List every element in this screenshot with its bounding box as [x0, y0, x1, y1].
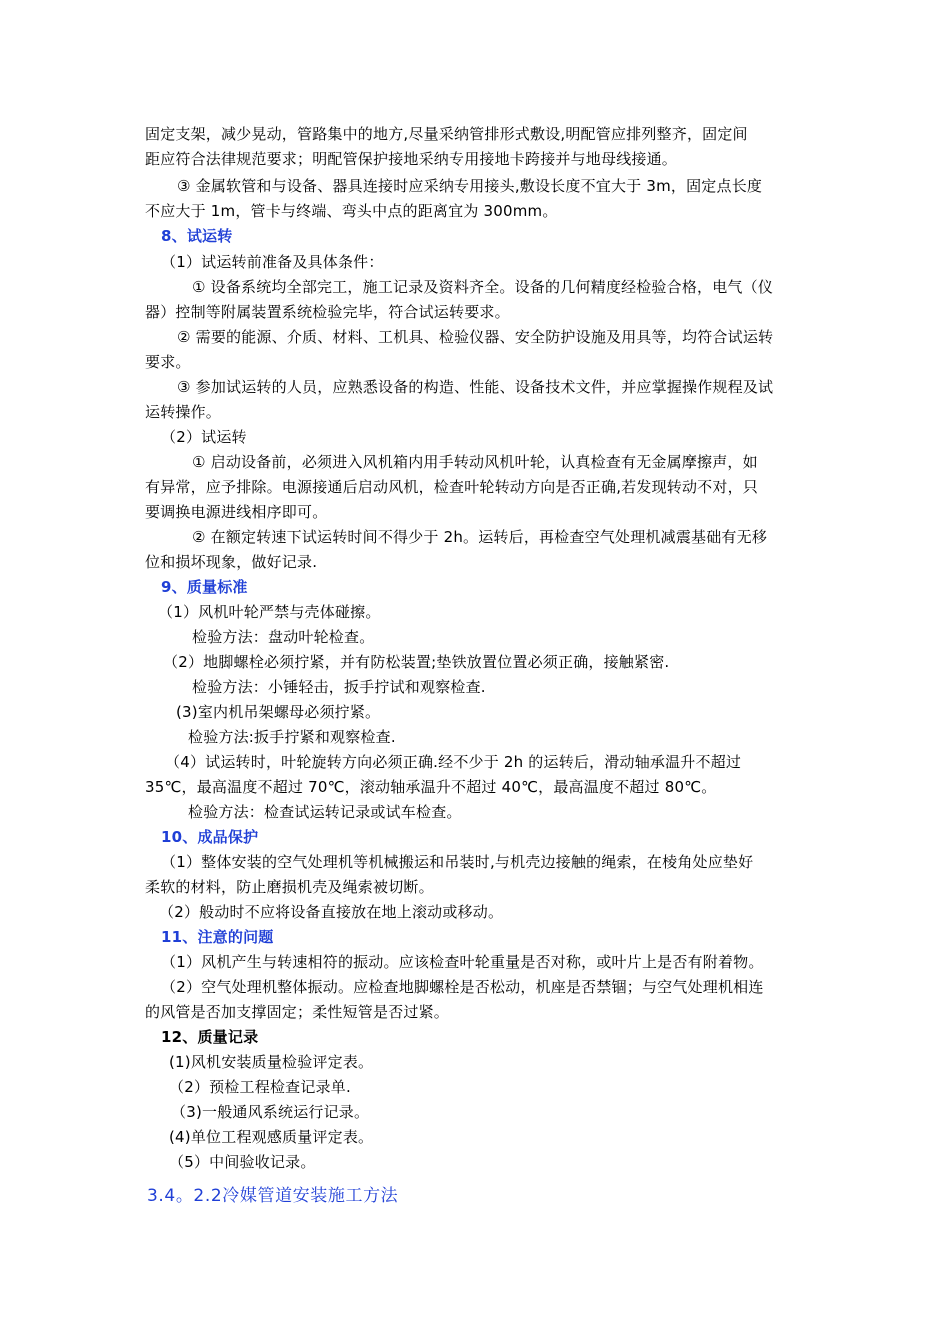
section-heading-product-protection: 10、成品保护 — [161, 828, 259, 846]
section-heading-quality-standard: 9、质量标准 — [161, 578, 248, 596]
list-item-line: （5）中间验收记录。 — [169, 1153, 316, 1171]
list-item-line: （4）试运转时，叶轮旋转方向必须正确.经不少于 2h 的运转后，滑动轴承温升不超过 — [165, 753, 742, 771]
list-item-line: ① 设备系统均全部完工，施工记录及资料齐全。设备的几何精度经检验合格，电气（仪 — [192, 278, 774, 296]
inspection-method: 检验方法：检查试运转记录或试车检查。 — [188, 803, 462, 821]
list-item-line: （2）般动时不应将设备直接放在地上滚动或移动。 — [159, 903, 504, 921]
paragraph-line: 不应大于 1m，管卡与终端、弯头中点的距离宜为 300mm。 — [145, 202, 558, 220]
section-heading-trial-run: 8、试运转 — [161, 227, 233, 245]
list-item-line: (3)室内机吊架螺母必须拧紧。 — [176, 703, 381, 721]
inspection-method: 检验方法：盘动叶轮检查。 — [192, 628, 375, 646]
list-item-line: （2）预检工程检查记录单. — [169, 1078, 351, 1096]
list-item-line: 要求。 — [145, 353, 191, 371]
list-item-line: （3)一般通风系统运行记录。 — [171, 1103, 370, 1121]
list-item-line: 有异常，应予排除。电源接通后启动风机，检查叶轮转动方向是否正确,若发现转动不对，只 — [145, 478, 758, 496]
list-item-line: (1)风机安装质量检验评定表。 — [169, 1053, 374, 1071]
list-item-line: 运转操作。 — [145, 403, 222, 421]
list-item-line: ① 启动设备前，必须进入风机箱内用手转动风机叶轮，认真检查有无金属摩擦声，如 — [192, 453, 758, 471]
inspection-method: 检验方法:扳手拧紧和观察检查. — [188, 728, 396, 746]
paragraph-line: 距应符合法律规范要求；明配管保护接地采纳专用接地卡跨接并与地母线接通。 — [145, 150, 678, 168]
inspection-method: 检验方法：小锤轻击，扳手拧试和观察检查. — [192, 678, 486, 696]
list-item-line: 的风管是否加支撑固定；柔性短管是否过紧。 — [145, 1003, 450, 1021]
list-item-line: 器）控制等附属装置系统检验完毕，符合试运转要求。 — [145, 303, 510, 321]
section-heading-quality-records: 12、质量记录 — [161, 1028, 259, 1046]
list-item-line: （2）空气处理机整体振动。应检查地脚螺栓是否松动，机座是否禁锢；与空气处理机相连 — [161, 978, 764, 996]
list-item-line: （1）风机叶轮严禁与壳体碰擦。 — [158, 603, 381, 621]
list-item-line: ③ 参加试运转的人员，应熟悉设备的构造、性能、设备技术文件，并应掌握操作规程及试 — [177, 378, 774, 396]
list-item-line: 柔软的材料，防止磨损机壳及绳索被切断。 — [145, 878, 434, 896]
list-item-line: （1）风机产生与转速相符的振动。应该检查叶轮重量是否对称，或叶片上是否有附着物。 — [161, 953, 764, 971]
paragraph-line: 固定支架，减少晃动，管路集中的地方,尽量采纳管排形式敷设,明配管应排列整齐，固定间 — [145, 125, 748, 143]
list-item-line: ② 需要的能源、介质、材料、工机具、检验仪器、安全防护设施及用具等，均符合试运转 — [177, 328, 774, 346]
list-item-line: （1）整体安装的空气处理机等机械搬运和吊装时,与机壳边接触的绳索，在棱角处应垫好 — [161, 853, 754, 871]
list-item-line: ② 在额定转速下试运转时间不得少于 2h。运转后，再检查空气处理机减震基础有无移 — [192, 528, 768, 546]
list-item-line: 要调换电源进线相序即可。 — [145, 503, 328, 521]
list-item-line: (4)单位工程观感质量评定表。 — [169, 1128, 374, 1146]
section-heading-notes: 11、注意的问题 — [161, 928, 274, 946]
list-item-line: 35℃，最高温度不超过 70℃，滚动轴承温升不超过 40℃，最高温度不超过 80℃。 — [145, 778, 717, 796]
list-item-line: 位和损坏现象，做好记录. — [145, 553, 318, 571]
list-item-line: （2）地脚螺栓必须拧紧，并有防松装置;垫铁放置位置必须正确，接触紧密. — [163, 653, 670, 671]
subsection-heading: （1）试运转前准备及具体条件： — [161, 253, 384, 271]
section-title-refrigerant-piping: 3.4。2.2冷媒管道安装施工方法 — [147, 1186, 399, 1206]
subsection-heading: （2）试运转 — [161, 428, 247, 446]
paragraph-line: ③ 金属软管和与设备、器具连接时应采纳专用接头,敷设长度不宜大于 3m，固定点长度 — [177, 177, 763, 195]
